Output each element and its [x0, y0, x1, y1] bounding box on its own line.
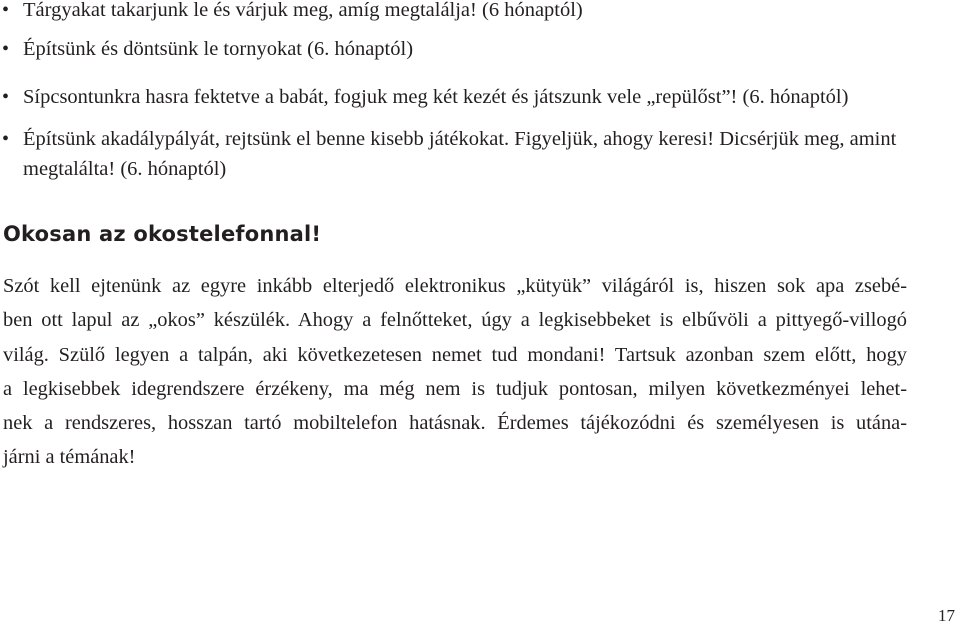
bullet-icon: • [2, 0, 10, 21]
bullet-text: Sípcsontunkra hasra fektetve a babát, fogjuk meg két kezét és játszunk vele „repülőst”! (6. hónaptól) [23, 86, 849, 108]
section-heading: Okosan az okostelefonnal! [3, 222, 322, 246]
paragraph-line: a legkisebbek idegrendszere érzékeny, ma még nem is tudjuk pontosan, milyen következményei lehet- [3, 377, 907, 400]
paragraph-line: ben ott lapul az „okos” készülék. Ahogy a felnőtteket, úgy a legkisebbeket is elbűvöli a pittyegő-villogó [3, 309, 907, 332]
paragraph-line: Szót kell ejtenünk az egyre inkább elterjedő elektronikus „kütyük” világáról is, hiszen sok apa zsebé- [3, 275, 907, 297]
section-paragraph [3, 269, 907, 475]
bullet-icon: • [2, 86, 10, 108]
bullet-text: Építsünk és döntsünk le tornyokat (6. hónaptól) [23, 38, 414, 60]
bullet-icon: • [2, 128, 10, 150]
bullet-item [0, 124, 943, 184]
paragraph-line: nek a rendszeres, hosszan tartó mobiltelefon hatásnak. Érdemes tájékozódni és személyesen is utána- [3, 412, 907, 435]
bullet-item [0, 0, 583, 25]
bullet-item [0, 34, 413, 64]
bullet-text: Építsünk akadálypályát, rejtsünk el benne kisebb játékokat. Figyeljük, ahogy keresi! Dicsérjük meg, amint megtalálta! (6. hónaptól) [23, 128, 897, 180]
bullet-icon: • [2, 38, 10, 60]
paragraph-line: világ. Szülő legyen a talpán, aki következetesen nemet tud mondani! Tartsuk azonban szem előtt, hogy [3, 343, 907, 366]
paragraph-line: járni a témának! [3, 446, 136, 469]
page-number: 17 [938, 606, 955, 625]
bullet-item [0, 82, 848, 112]
bullet-text: Tárgyakat takarjunk le és várjuk meg, amíg megtalálja! (6 hónaptól) [23, 0, 583, 21]
